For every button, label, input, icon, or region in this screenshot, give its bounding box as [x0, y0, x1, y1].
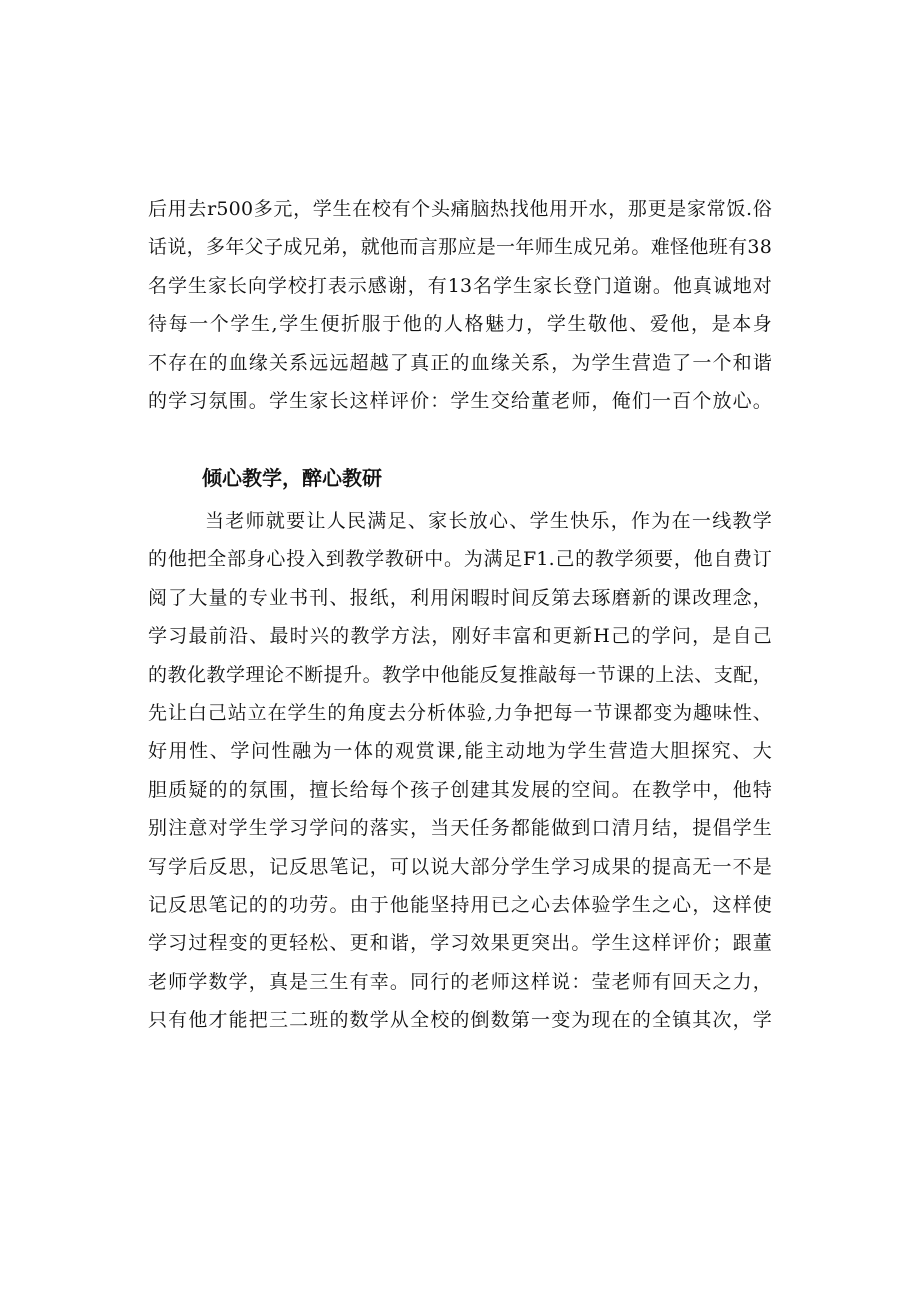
paragraph-line: 老师学数学，真是三生有幸。同行的老师这样说：莹老师有回天之力，	[148, 970, 772, 993]
paragraph-line: 胆质疑的的氛围，擅长给每个孩子创建其发展的空间。在教学中，他特	[148, 778, 772, 801]
paragraph-2	[148, 502, 772, 1039]
paragraph-line: 话说，多年父子成兄弟，就他而言那应是一年师生成兄弟。难怪他班有38	[148, 236, 772, 259]
paragraph-line: 学习最前沿、最时兴的教学方法，刚好丰富和更新H己的学问，是自己	[148, 625, 772, 648]
paragraph-line: 记反思笔记的的功劳。由于他能坚持用已之心去体验学生之心，这样使	[148, 893, 772, 916]
paragraph-line: 的学习氛围。学生家长这样评价：学生交给董老师，俺们一百个放心。	[148, 389, 772, 412]
paragraph-line: 先让白己站立在学生的角度去分析体验,力争把每一节课都变为趣味性、	[148, 701, 772, 724]
paragraph-1	[148, 190, 772, 420]
paragraph-line: 学习过程变的更轻松、更和谐，学习效果更突出。学生这样评价；跟董	[148, 932, 772, 955]
paragraph-line: 只有他才能把三二班的数学从全校的倒数第一变为现在的全镇其次，学	[148, 1009, 772, 1032]
paragraph-line: 别注意对学生学习学问的落实，当天任务都能做到口清月结，提倡学生	[148, 817, 772, 840]
paragraph-line: 名学生家长向学校打表示感谢，有13名学生家长登门道谢。他真诚地对	[148, 274, 772, 297]
paragraph-line: 的他把全部身心投入到教学教研中。为满足F1.己的教学须要，他自费订	[148, 548, 772, 571]
paragraph-line: 不存在的血缘关系远远超越了真正的血缘关系，为学生营造了一个和谐	[148, 351, 772, 374]
paragraph-line: 后用去r500多元，学生在校有个头痛脑热找他用开水，那更是家常饭.俗	[148, 198, 772, 220]
paragraph-line: 当老师就要让人民满足、家长放心、学生快乐，作为在一线教学	[205, 510, 772, 532]
paragraph-line: 写学后反思，记反思笔记，可以说大部分学生学习成果的提高无一不是	[148, 855, 772, 878]
paragraph-line: 的教化教学理论不断提升。教学中他能反复推敲每一节课的上法、支配，	[148, 663, 772, 686]
paragraph-line: 好用性、学问性融为一体的观赏课,能主动地为学生营造大胆探究、大	[148, 740, 772, 763]
paragraph-line: 阅了大量的专业书刊、报纸，利用闲暇时间反第去琢磨新的课改理念，	[148, 586, 772, 609]
section-heading: 倾心教学，醉心教研	[202, 466, 382, 490]
paragraph-line: 待每一个学生,学生便折服于他的人格魅力，学生敬他、爱他，是本身	[148, 313, 772, 336]
